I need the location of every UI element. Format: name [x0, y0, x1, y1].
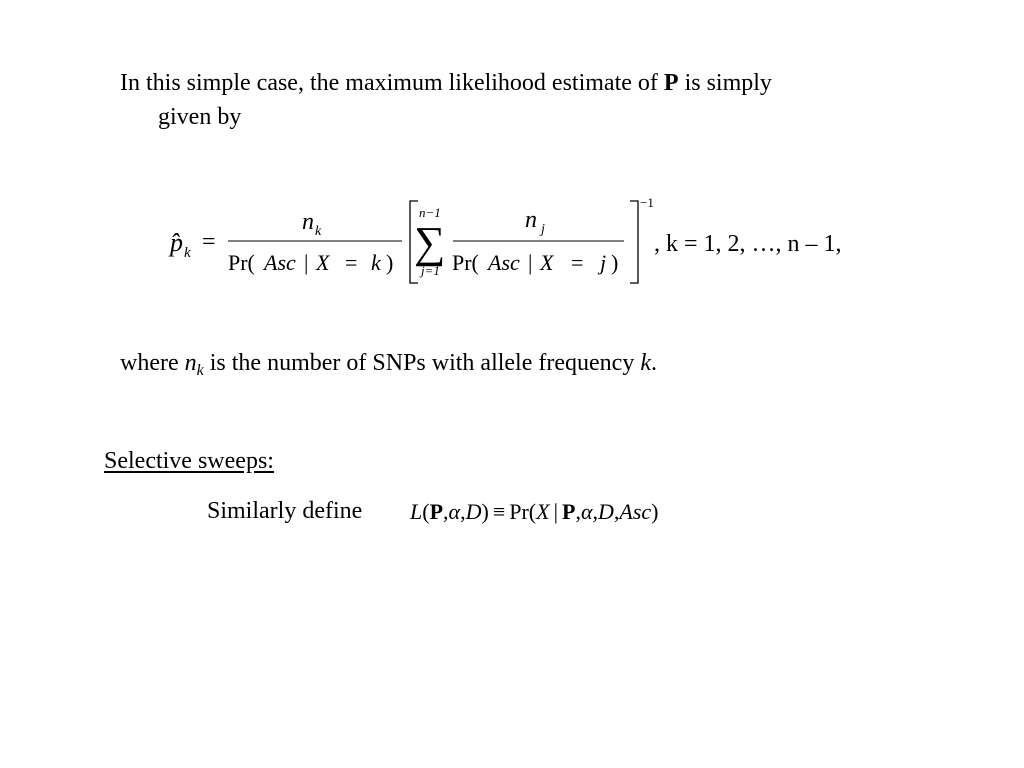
formula-inner-num-sub: j: [541, 222, 545, 237]
formula-den-main-pr: Pr(: [228, 250, 255, 275]
where-paragraph: [120, 346, 920, 380]
formula-inner-den-close: ): [611, 250, 619, 275]
formula-sum-symbol: ∑: [414, 218, 446, 267]
lik-rhs-bar: |: [553, 499, 558, 524]
lik-equiv: ≡: [492, 499, 506, 524]
formula-den-main-bar: |: [304, 250, 309, 275]
intro-text-before: In this simple case, the maximum likelihood estimate of: [120, 70, 664, 96]
formula-den-main-eq: =: [345, 250, 358, 275]
lik-rhs-D: D: [598, 499, 614, 524]
similarly-define-label: Similarly define: [207, 498, 363, 524]
where-symbol-end: k: [640, 350, 651, 376]
lik-rhs-X: X: [536, 499, 550, 524]
formula-sum-lower: j=1: [421, 263, 440, 278]
formula-num-main-sub: k: [315, 224, 322, 239]
formula-sum-upper: n−1: [419, 205, 441, 220]
formula-den-main-close: ): [386, 250, 394, 275]
formula-den-main-asc: Asc: [264, 250, 296, 275]
lik-rhs-comma1: ,: [575, 499, 581, 524]
lik-lhs-D: D: [465, 499, 482, 524]
lik-lhs-comma1: ,: [443, 499, 449, 524]
lik-rhs-comma3: ,: [613, 499, 620, 524]
lik-lhs-L: L: [410, 499, 423, 524]
intro-text-after: is simply: [678, 70, 772, 96]
formula-inner-den-asc: Asc: [488, 250, 520, 275]
where-text-before: where: [120, 350, 185, 376]
formula-right-bracket: [630, 201, 638, 283]
formula-inner-den-bar: |: [528, 250, 533, 275]
where-text-middle: is the number of SNPs with allele frequency: [203, 350, 641, 376]
lik-lhs-comma2: ,: [460, 499, 466, 524]
where-symbol: n: [184, 350, 197, 376]
lik-rhs-alpha: α: [580, 499, 593, 524]
formula-lhs-subscript: k: [184, 245, 191, 261]
where-text-end: .: [650, 350, 657, 376]
lik-rhs-pr: Pr(: [509, 499, 537, 524]
formula-range-text: , k = 1, 2, …, n – 1,: [654, 231, 842, 257]
formula-lhs-symbol: p̂: [170, 228, 183, 257]
likelihood-equation: [410, 497, 658, 527]
intro-paragraph: [120, 66, 920, 134]
formula-equals: =: [202, 229, 216, 255]
lik-lhs-alpha: α: [448, 499, 461, 524]
formula-exponent: −1: [640, 195, 654, 210]
intro-bold-symbol: P: [663, 70, 679, 96]
lik-rhs-close: ): [651, 499, 659, 524]
formula-inner-num: n: [525, 207, 537, 233]
formula-inner-den-j: j: [600, 250, 607, 275]
formula-den-main-k: k: [371, 250, 381, 275]
lik-lhs-P: P: [429, 499, 444, 524]
lik-rhs-P: P: [561, 499, 576, 524]
formula-inner-den-x: X: [540, 250, 554, 275]
lik-lhs-close: ): [481, 499, 489, 524]
lik-lhs-open: (: [422, 499, 430, 524]
intro-line2: given by: [158, 104, 242, 130]
formula-inner-den-eq: =: [571, 250, 584, 275]
lik-rhs-Asc: Asc: [619, 499, 652, 524]
formula-num-main: n: [302, 209, 314, 235]
lik-rhs-comma2: ,: [592, 499, 598, 524]
formula-den-main-x: X: [316, 250, 330, 275]
selective-sweeps-heading: Selective sweeps:: [104, 448, 274, 474]
mle-formula: [160, 185, 900, 295]
formula-inner-den-pr: Pr(: [452, 250, 479, 275]
where-subscript: k: [196, 362, 204, 379]
